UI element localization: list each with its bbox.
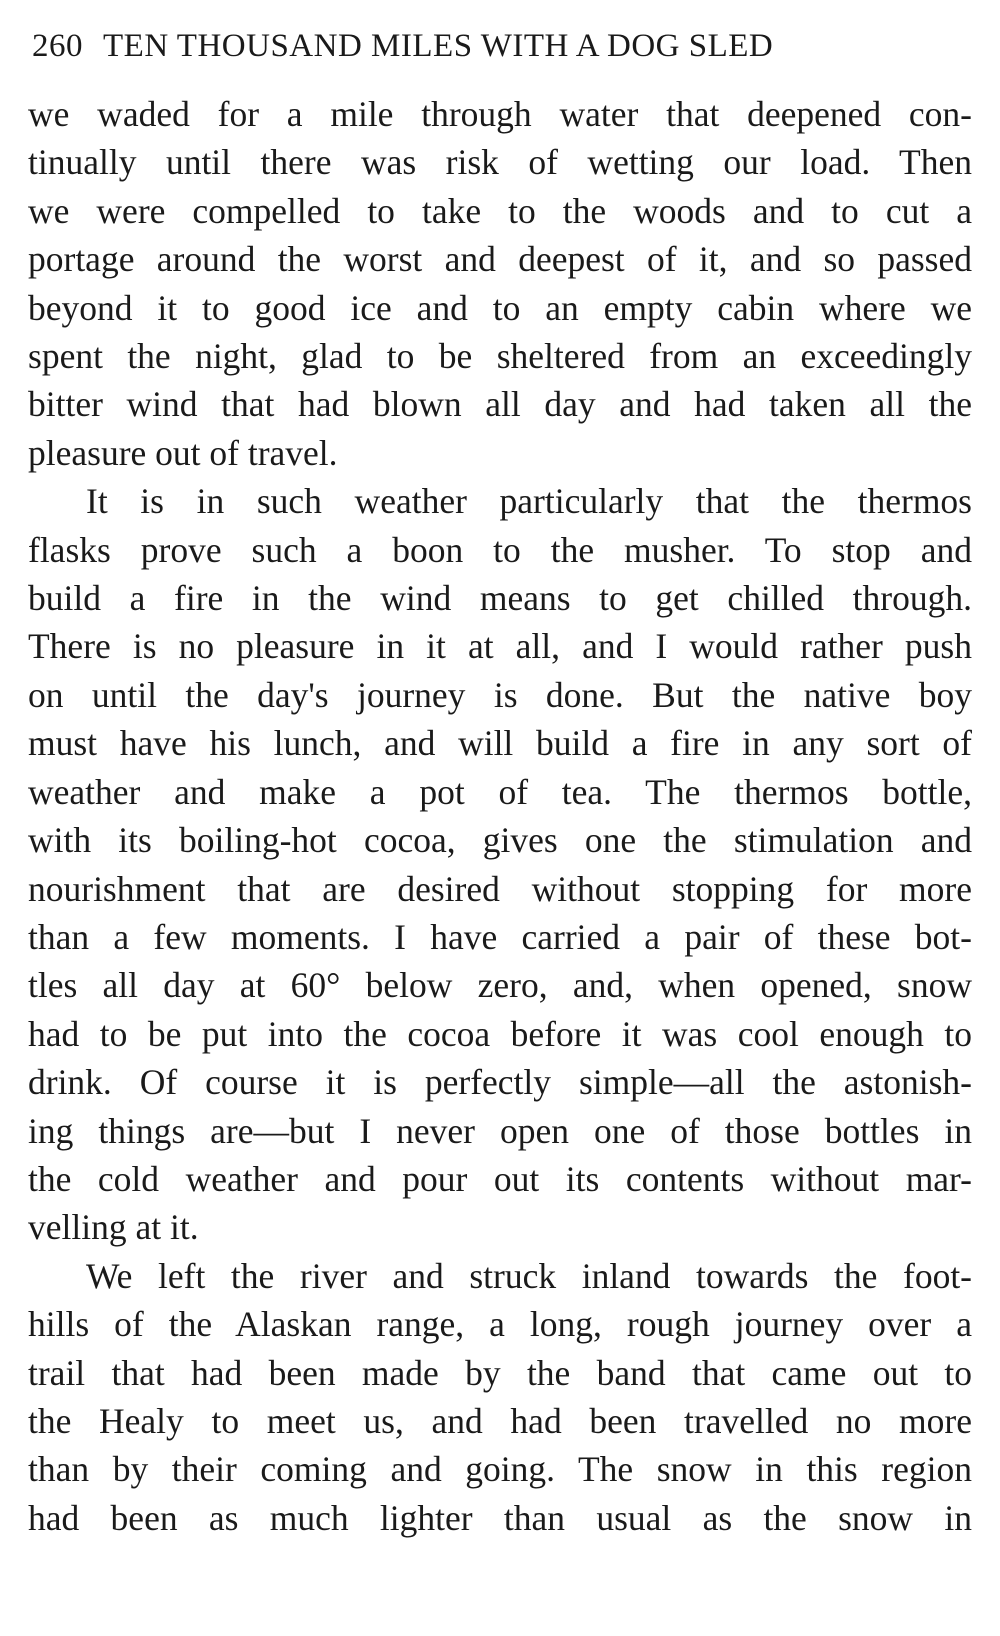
text-line: than a few moments. I have carried a pair of these bot- <box>28 916 972 957</box>
text-line: pleasure out of travel. <box>28 432 338 473</box>
paragraph-1 <box>28 90 972 477</box>
text-line: on until the day's journey is done. But the native boy <box>28 674 972 715</box>
text-line: hills of the Alaskan range, a long, rough journey over a <box>28 1304 972 1345</box>
book-page <box>28 28 972 1542</box>
text-line: had been as much lighter than usual as the snow in <box>28 1497 972 1538</box>
text-line: weather and make a pot of tea. The thermos bottle, <box>28 771 972 812</box>
text-line: ing things are—but I never open one of those bottles in <box>28 1110 972 1151</box>
text-line: the Healy to meet us, and had been travelled no more <box>28 1400 972 1441</box>
text-line: than by their coming and going. The snow in this region <box>28 1449 972 1490</box>
text-line: portage around the worst and deepest of it, and so passed <box>28 239 972 280</box>
text-line: we waded for a mile through water that deepened con- <box>28 94 972 134</box>
text-line: we were compelled to take to the woods and to cut a <box>28 190 972 231</box>
paragraph-2 <box>28 477 972 1252</box>
text-line: must have his lunch, and will build a fire in any sort of <box>28 723 972 764</box>
text-line: the cold weather and pour out its contents without mar- <box>28 1158 972 1199</box>
body-text <box>28 90 972 1542</box>
paragraph-3 <box>28 1252 972 1542</box>
text-line: tles all day at 60° below zero, and, when opened, snow <box>28 965 972 1006</box>
text-line: with its boiling-hot cocoa, gives one the stimulation and <box>28 820 972 861</box>
page-number: 260 <box>32 28 83 64</box>
text-line: beyond it to good ice and to an empty cabin where we <box>28 287 972 328</box>
text-line: spent the night, glad to be sheltered from an exceedingly <box>28 336 972 377</box>
text-line: nourishment that are desired without stopping for more <box>28 868 972 909</box>
text-line: bitter wind that had blown all day and had taken all the <box>28 384 972 425</box>
text-line: tinually until there was risk of wetting our load. Then <box>28 142 972 183</box>
text-line: velling at it. <box>28 1207 199 1248</box>
text-line: We left the river and struck inland towards the foot- <box>86 1255 972 1296</box>
text-line: flasks prove such a boon to the musher. To stop and <box>28 529 972 570</box>
text-line: had to be put into the cocoa before it was cool enough to <box>28 1013 972 1054</box>
text-line: There is no pleasure in it at all, and I would rather push <box>28 626 972 667</box>
text-line: trail that had been made by the band that came out to <box>28 1352 972 1393</box>
text-line: drink. Of course it is perfectly simple—all the astonish- <box>28 1062 972 1103</box>
text-line: It is in such weather particularly that the thermos <box>86 481 972 522</box>
running-title: TEN THOUSAND MILES WITH A DOG SLED <box>103 28 774 64</box>
running-head <box>32 28 972 90</box>
text-line: build a fire in the wind means to get chilled through. <box>28 578 972 619</box>
